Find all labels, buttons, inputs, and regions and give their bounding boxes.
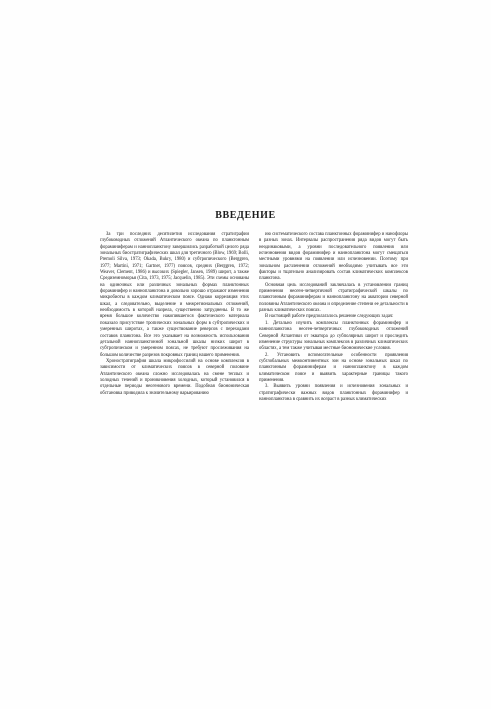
left-column bbox=[100, 232, 249, 397]
paragraph: 2. Установить вспомогательные особенности проявления субглобальных межконтинентных зон на основе зональных шкал по планктонным фораминиферам и наннопланктону в каждом климатическом поясе и выявить характерные границы такого применения. bbox=[259, 352, 408, 383]
paragraph: Хроностратиграфия шкала микрофоссилий на основе комплексов в зависимости от климатических поясов в северной половине Атлантического океана сложно исследовалась на смене теплых и холодных течений и проникновения холодных, который установился в отдельные периоды неогенового времени. Подобная биономическая обстановка приводила к значительному варьированию bbox=[100, 358, 249, 396]
paragraph: Основная цель исследований заключалась в установлении границ применения неоген-четвертичной стратиграфической шкалы по планктонным фораминиферам и наннопланктону на акватории северной половины Атлантического океана и определение степени ее детальности в разных климатических поясах. bbox=[259, 282, 408, 314]
page-title: ВВЕДЕНИЕ bbox=[215, 210, 276, 221]
paragraph: ию систематического состава планктонных фораминифер и нанофлоры в разных зонах. Интервалы распространения ряда видов могут быть неодинаковыми, а уровни последовательного появления или исчезновения видов фораминифер и наннопланктона могут смещаться местными уровнями на появлении или исчезновении. Поэтому при зональном расчленении отложений необходимо учитывать все эти факторы и тщательно анализировать состав климатических комплексов планктона. bbox=[259, 232, 408, 282]
paragraph: 3. Выявить уровни появления и исчезновения зональных и стратиграфически важных видов планктонных фораминифер и наннопланктона в сравнить их возраст в разных климатических bbox=[259, 384, 408, 402]
paragraph: В настоящей работе предполагалось решение следующих задач: bbox=[265, 314, 394, 320]
paragraph: 1. Детально изучить комплексы планктонных фораминифер и наннопланктона неоген-четвертичных глубоководных отложений Северной Атлантики от экватора до субполярных широт и проследить изменение структуры зональных комплексов в различных климатических областях, а тем также учитывая местные биономические условия. bbox=[259, 320, 408, 352]
right-column bbox=[259, 232, 408, 403]
paragraph: За три последних десятилетия исследования стратиграфии глубоководных отложений Атлантического океана по планктонным фораминиферам и наннопланктону завершились разработкой целого ряда зональных биостратиграфических шкал для третичного (Blow, 1969; Bolli, Premoli Silva, 1973; Okada, Bukry, 1980) и субтропического (Berggren, 1977; Martini, 1971; Gartner, 1977) поясов, средних (Berggren, 1972; Weaver, Clement, 1986) и высоких (Spiegler, Jansen, 1989) широт, а также Средиземноморья (Cita, 1973, 1975; Jacquelin, 1985). Эти схемы основаны на одиночных или различных зональных формах планктонных фораминифер и наннопланктона и довольно хорошо отражают изменения микробиоты в каждом климатическом поясе. Однако корреляция этих шкал, а следовательно, выделение и межрегиональных отложений, необходимость в которой назрела, существенно затруднены. В то же время большое количество накопившегося фактического материала показало присутствие тропических зональных форм в субтропических и умеренных широтах, а также существование реверсов с переходами составов планктона. Все это указывает на возможность использования детальной наннопланктонной зональной шкалы низких широт в субтропическом и умеренном поясах, не требуют прослеживания на большом количестве разрезов покровных границ нашего применения. bbox=[100, 232, 249, 358]
